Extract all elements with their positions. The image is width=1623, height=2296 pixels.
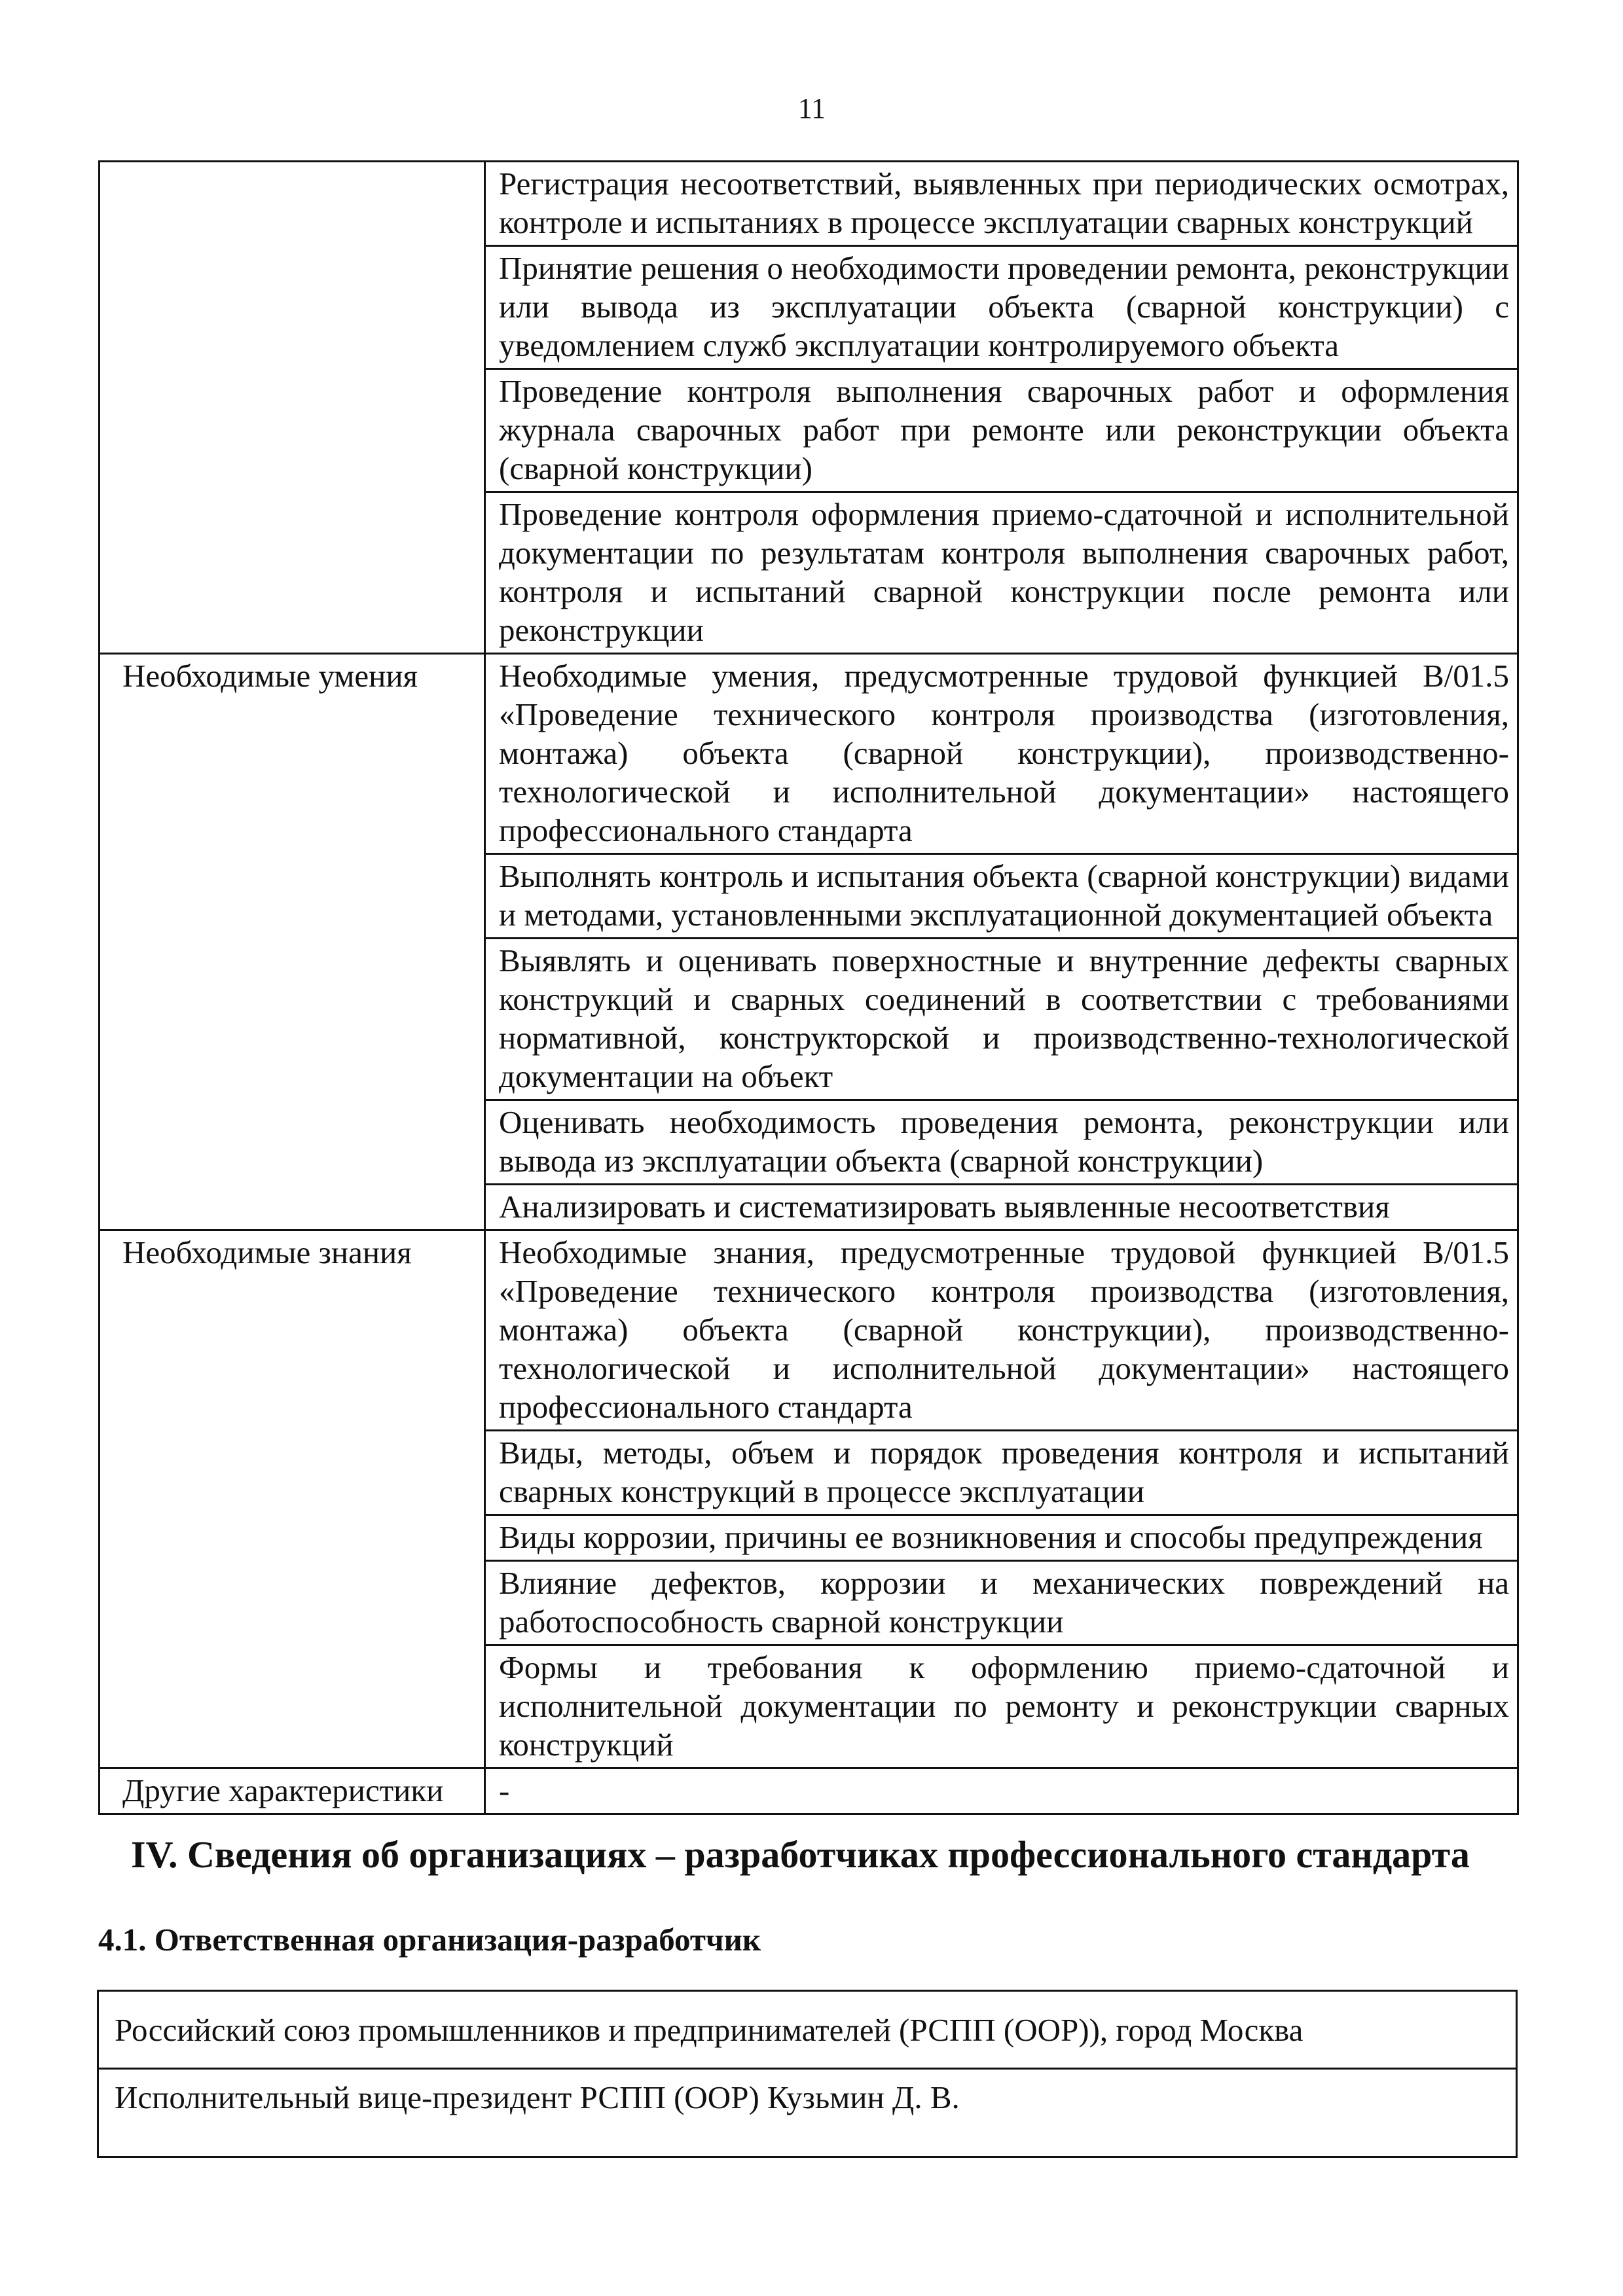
skill-cell: Анализировать и систематизировать выявленные несоответствия [485,1185,1518,1230]
table-row [100,1230,1518,1431]
knowledge-cell: Необходимые знания, предусмотренные трудовой функцией В/01.5 «Проведение технического контроля производства (изготовления, монтажа) объекта (сварной конструкции), производственно-технологической и исполнительной документации» настоящего профессионального стандарта [485,1230,1518,1431]
skill-cell: Выявлять и оценивать поверхностные и внутренние дефекты сварных конструкций и сварных соединений в соответствии с требованиями нормативной, конструкторской и производственно-технологической документации на объект [485,939,1518,1100]
labor-action-cell: Проведение контроля выполнения сварочных работ и оформления журнала сварочных работ при ремонте или реконструкции объекта (сварной конструкции) [485,369,1518,492]
organization-representative: Исполнительный вице-президент РСПП (ООР) Кузьмин Д. В. [98,2069,1517,2157]
other-characteristics-value: - [485,1768,1518,1814]
labor-action-cell: Проведение контроля оформления приемо-сдаточной и исполнительной документации по результатам контроля выполнения сварочных работ, контроля и испытаний сварной конструкции после ремонта или реконструкции [485,492,1518,654]
organization-table [97,1990,1518,2158]
knowledge-cell: Влияние дефектов, коррозии и механических повреждений на работоспособность сварной конструкции [485,1561,1518,1645]
knowledge-cell: Виды коррозии, причины ее возникновения и способы предупреждения [485,1515,1518,1561]
table-row [100,162,1518,246]
section-title: IV. Сведения об организациях – разработчиках профессионального стандарта [131,1833,1470,1876]
knowledge-label: Необходимые знания [100,1230,485,1768]
labor-function-table [98,160,1519,1815]
empty-label-cell [100,162,485,654]
labor-action-cell: Регистрация несоответствий, выявленных при периодических осмотрах, контроле и испытаниях в процессе эксплуатации сварных конструкций [485,162,1518,246]
skill-cell: Оценивать необходимость проведения ремонта, реконструкции или вывода из эксплуатации объекта (сварной конструкции) [485,1100,1518,1185]
other-characteristics-label: Другие характеристики [100,1768,485,1814]
table-row [100,1768,1518,1814]
table-row [100,654,1518,854]
labor-action-cell: Принятие решения о необходимости проведении ремонта, реконструкции или вывода из эксплуатации объекта (сварной конструкции) с уведомлением служб эксплуатации контролируемого объекта [485,246,1518,369]
subsection-title: 4.1. Ответственная организация-разработчик [98,1922,761,1958]
knowledge-cell: Формы и требования к оформлению приемо-сдаточной и исполнительной документации по ремонту и реконструкции сварных конструкций [485,1645,1518,1768]
table-row [98,2069,1517,2157]
knowledge-cell: Виды, методы, объем и порядок проведения контроля и испытаний сварных конструкций в процессе эксплуатации [485,1431,1518,1515]
organization-name: Российский союз промышленников и предпринимателей (РСПП (ООР)), город Москва [98,1991,1517,2069]
table-row [98,1991,1517,2069]
skill-cell: Необходимые умения, предусмотренные трудовой функцией В/01.5 «Проведение технического контроля производства (изготовления, монтажа) объекта (сварной конструкции), производственно-технологической и исполнительной документации» настоящего профессионального стандарта [485,654,1518,854]
page-number: 11 [797,92,826,124]
skills-label: Необходимые умения [100,654,485,1230]
skill-cell: Выполнять контроль и испытания объекта (сварной конструкции) видами и методами, установленными эксплуатационной документацией объекта [485,854,1518,939]
